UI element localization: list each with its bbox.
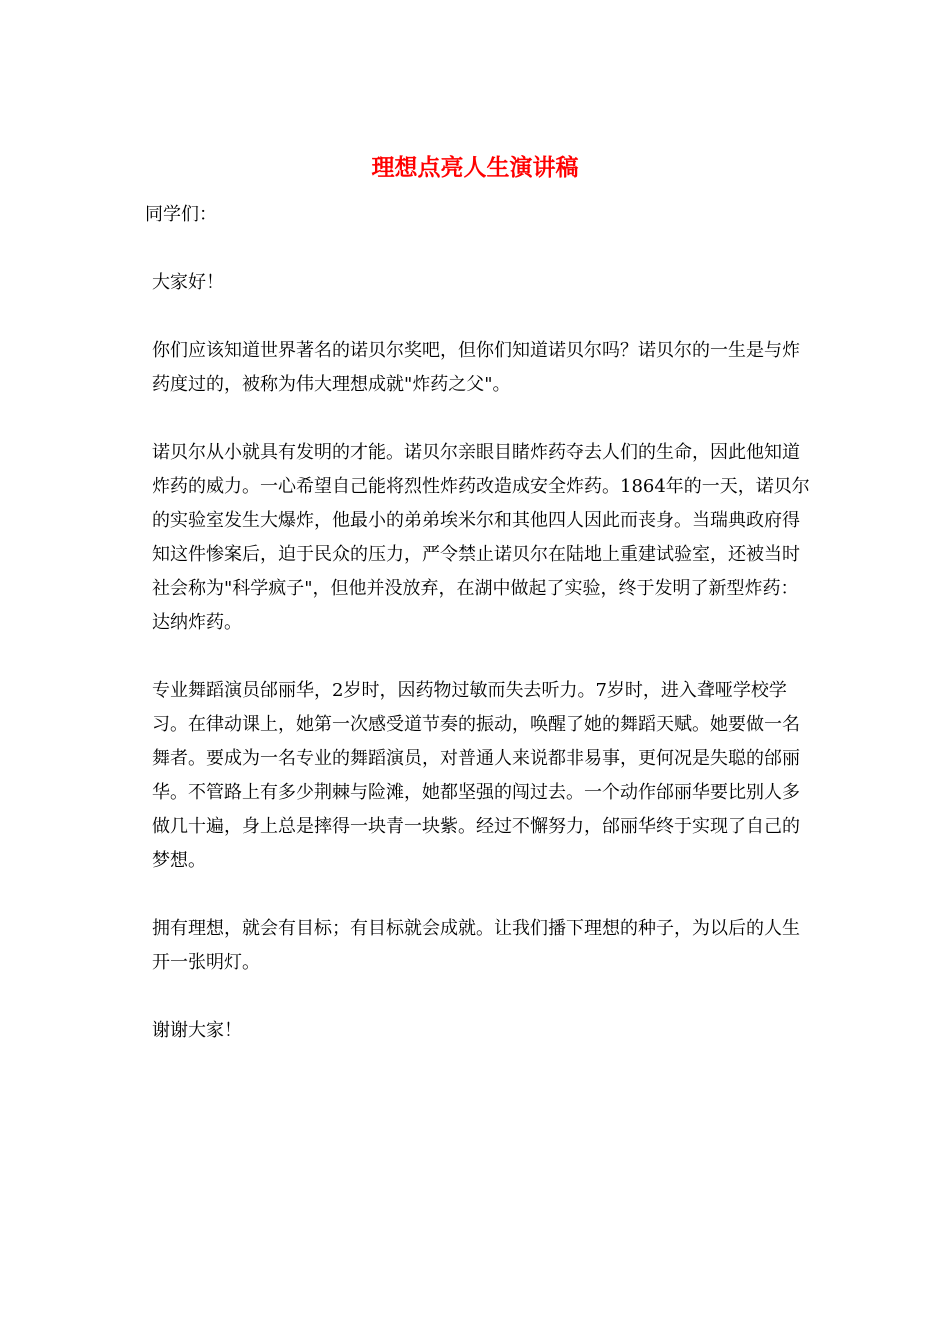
document-body	[145, 198, 813, 1082]
paragraph-nobel-intro: 你们应该知道世界著名的诺贝尔奖吧，但你们知道诺贝尔吗？诺贝尔的一生是与炸药度过的，被称为伟大理想成就"炸药之父"。	[152, 340, 800, 395]
paragraph-thanks: 谢谢大家！	[152, 1020, 242, 1041]
paragraph-greeting: 大家好！	[152, 272, 224, 293]
document-title: 理想点亮人生演讲稿	[371, 154, 579, 181]
salutation: 同学们：	[145, 204, 217, 225]
paragraph-tai-lihua: 专业舞蹈演员邰丽华，2岁时，因药物过敏而失去听力。7岁时，进入聋哑学校学习。在律动课上，她第一次感受道节奏的振动，唤醒了她的舞蹈天赋。她要做一名舞者。要成为一名专业的舞蹈演员，对普通人来说都非易事，更何况是失聪的邰丽华。不管路上有多少荆棘与险滩，她都坚强的闯过去。一个动作邰丽华要比别人多做几十遍，身上总是摔得一块青一块紫。经过不懈努力，邰丽华终于实现了自己的梦想。	[152, 680, 800, 871]
paragraph-nobel-story: 诺贝尔从小就具有发明的才能。诺贝尔亲眼目睹炸药夺去人们的生命，因此他知道炸药的威力。一心希望自己能将烈性炸药改造成安全炸药。1864年的一天，诺贝尔的实验室发生大爆炸，他最小的弟弟埃米尔和其他四人因此而丧身。当瑞典政府得知这件惨案后，迫于民众的压力，严令禁止诺贝尔在陆地上重建试验室，还被当时社会称为"科学疯子"，但他并没放弃，在湖中做起了实验，终于发明了新型炸药：达纳炸药。	[152, 442, 810, 633]
paragraph-conclusion: 拥有理想，就会有目标；有目标就会成就。让我们播下理想的种子，为以后的人生开一张明灯。	[152, 918, 800, 973]
